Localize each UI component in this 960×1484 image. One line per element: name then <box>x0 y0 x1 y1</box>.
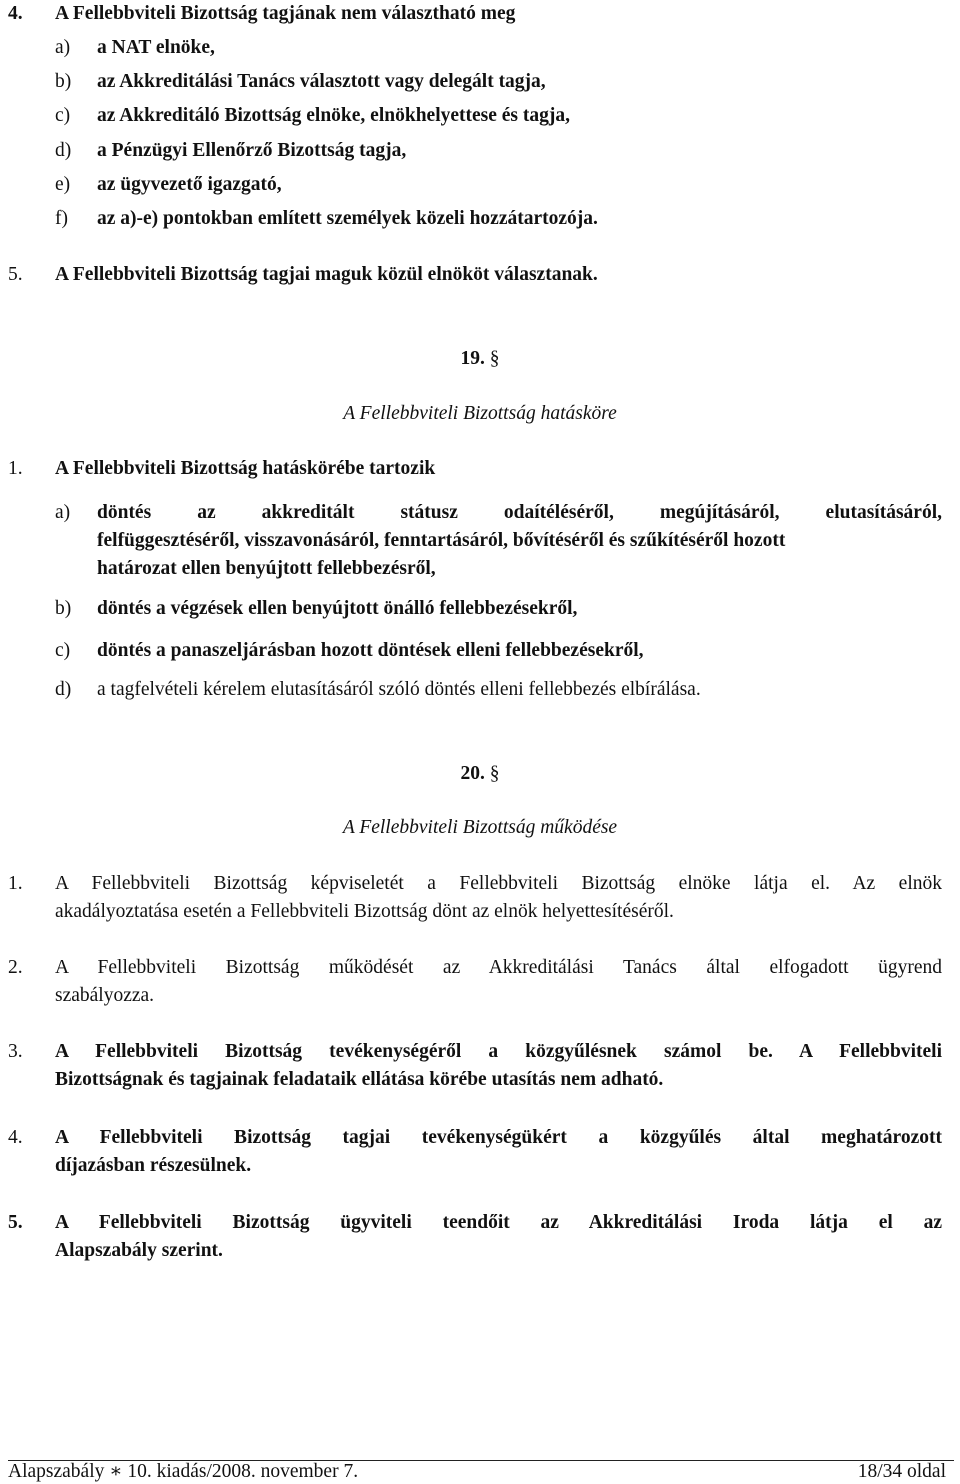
article-20-heading <box>0 762 960 786</box>
list-item-label: c) <box>55 105 71 126</box>
paragraph-text: díjazásban részesülnek. <box>55 1155 252 1176</box>
list-item-text: döntés az akkreditált státusz odaítéléséről, megújításáról, elutasításáról, <box>97 502 942 523</box>
list-item-label: f) <box>55 208 68 229</box>
article-number: 20. <box>460 763 485 784</box>
section-sign: § <box>489 763 500 784</box>
footer-document-info: Alapszabály ∗ 10. kiadás/2008. november 7. <box>8 1461 359 1482</box>
list-item-text: határozat ellen benyújtott fellebbezésről, <box>97 558 436 579</box>
list-item-label: e) <box>55 174 71 195</box>
section-5-number: 5. <box>8 264 23 285</box>
article-number: 19. <box>460 348 485 369</box>
list-item-label: b) <box>55 71 72 92</box>
section-4-number: 4. <box>8 3 23 24</box>
list-item-text: az Akkreditálási Tanács választott vagy delegált tagja, <box>97 71 546 92</box>
paragraph-number: 4. <box>8 1127 23 1148</box>
article-19-title: A Fellebbviteli Bizottság hatásköre <box>343 403 617 424</box>
list-item-text: döntés a végzések ellen benyújtott önálló fellebbezésekről, <box>97 598 578 619</box>
paragraph-text: A Fellebbviteli Bizottság hatáskörébe tartozik <box>55 458 436 479</box>
list-item-text: az ügyvezető igazgató, <box>97 174 282 195</box>
paragraph-number: 3. <box>8 1041 23 1062</box>
paragraph-number: 1. <box>8 458 23 479</box>
section-sign: § <box>489 348 500 369</box>
list-item-text: az Akkreditáló Bizottság elnöke, elnökhelyettese és tagja, <box>97 105 571 126</box>
list-item-label: b) <box>55 598 72 619</box>
list-item-label: a) <box>55 502 71 523</box>
list-item-label: c) <box>55 640 71 661</box>
paragraph-text: A Fellebbviteli Bizottság működését az Akkreditálási Tanács által elfogadott ügyrend <box>55 957 942 978</box>
list-item-text: a tagfelvételi kérelem elutasításáról szóló döntés elleni fellebbezés elbírálása. <box>97 679 701 700</box>
paragraph-text: akadályoztatása esetén a Fellebbviteli Bizottság dönt az elnök helyettesítéséről. <box>55 901 674 922</box>
list-item-label: d) <box>55 679 72 700</box>
footer-page-number: 18/34 oldal <box>857 1461 946 1482</box>
article-20-title: A Fellebbviteli Bizottság működése <box>342 817 618 838</box>
section-5-text: A Fellebbviteli Bizottság tagjai maguk közül elnököt választanak. <box>55 264 598 285</box>
paragraph-text: A Fellebbviteli Bizottság tevékenységéről a közgyűlésnek számol be. A Fellebbviteli <box>55 1041 942 1062</box>
list-item-text: a Pénzügyi Ellenőrző Bizottság tagja, <box>97 140 407 161</box>
list-item-label: a) <box>55 37 71 58</box>
article-19-heading <box>0 347 960 371</box>
paragraph-text: A Fellebbviteli Bizottság ügyviteli teendőit az Akkreditálási Iroda látja el az <box>55 1212 942 1233</box>
paragraph-text: szabályozza. <box>55 985 155 1006</box>
paragraph-text: Bizottságnak és tagjainak feladataik ellátása körébe utasítás nem adható. <box>55 1069 664 1090</box>
paragraph-text: Alapszabály szerint. <box>55 1240 223 1261</box>
paragraph-number: 1. <box>8 873 23 894</box>
paragraph-number: 2. <box>8 957 23 978</box>
list-item-text: felfüggesztéséről, visszavonásáról, fenntartásáról, bővítéséről és szűkítéséről hozott <box>97 530 786 551</box>
paragraph-number: 5. <box>8 1212 23 1233</box>
paragraph-text: A Fellebbviteli Bizottság tagjai tevékenységükért a közgyűlés által meghatározott <box>55 1127 942 1148</box>
list-item-text: a NAT elnöke, <box>97 37 215 58</box>
section-4-heading: A Fellebbviteli Bizottság tagjának nem választható meg <box>55 3 516 24</box>
paragraph-text: A Fellebbviteli Bizottság képviseletét a Fellebbviteli Bizottság elnöke látja el. Az elnök <box>55 873 942 894</box>
list-item-label: d) <box>55 140 72 161</box>
list-item-text: az a)-e) pontokban említett személyek közeli hozzátartozója. <box>97 208 598 229</box>
list-item-text: döntés a panaszeljárásban hozott döntések elleni fellebbezésekről, <box>97 640 644 661</box>
